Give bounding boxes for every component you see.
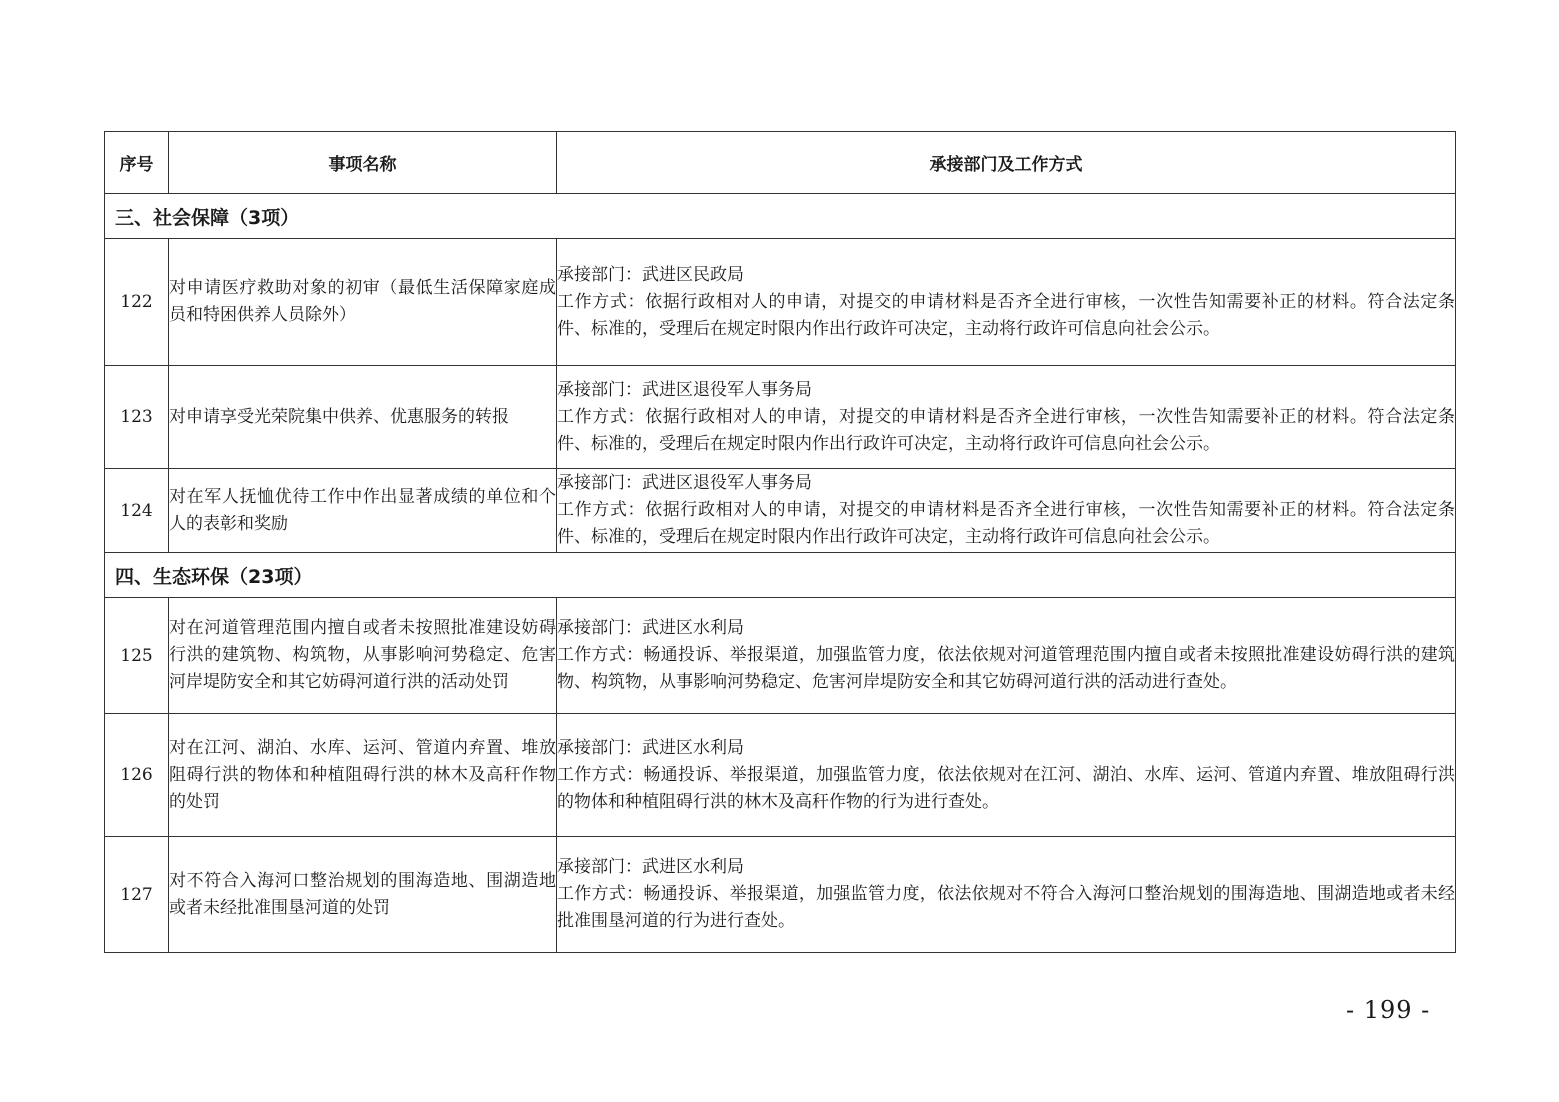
row-number: 124: [105, 469, 169, 553]
row-number: 123: [105, 366, 169, 469]
items-table: [104, 131, 1456, 953]
table-header-row: [105, 132, 1456, 194]
row-dept: 承接部门：武进区水利局: [557, 737, 744, 758]
table-row: [105, 469, 1456, 553]
row-dept: 承接部门：武进区水利局: [557, 857, 744, 877]
row-item-name: 对不符合入海河口整治规划的围海造地、围湖造地或者未经批准围垦河道的处罚: [169, 837, 557, 953]
section-row: [105, 553, 1456, 598]
row-dept: 承接部门：武进区民政局: [557, 264, 744, 285]
header-item-name: 事项名称: [169, 132, 557, 194]
row-dept-method: [557, 598, 1456, 714]
row-number: 125: [105, 598, 169, 714]
row-dept: 承接部门：武进区退役军人事务局: [557, 379, 812, 400]
table-row: [105, 837, 1456, 953]
section-row: [105, 194, 1456, 239]
row-method: 工作方式：依据行政相对人的申请，对提交的申请材料是否齐全进行审核，一次性告知需要补正的材料。符合法定条件、标准的，受理后在规定时限内作出行政许可决定，主动将行政许可信息向社会公示。: [557, 291, 1455, 339]
section-title: 三、社会保障（3项）: [105, 194, 1456, 239]
row-number: 122: [105, 239, 169, 366]
row-method: 工作方式：依据行政相对人的申请，对提交的申请材料是否齐全进行审核，一次性告知需要补正的材料。符合法定条件、标准的，受理后在规定时限内作出行政许可决定，主动将行政许可信息向社会公示。: [557, 500, 1455, 547]
row-method: 工作方式：依据行政相对人的申请，对提交的申请材料是否齐全进行审核，一次性告知需要补正的材料。符合法定条件、标准的，受理后在规定时限内作出行政许可决定，主动将行政许可信息向社会公示。: [557, 406, 1455, 454]
table-row: [105, 366, 1456, 469]
row-item-name: 对在江河、湖泊、水库、运河、管道内弃置、堆放阻碍行洪的物体和种植阻碍行洪的林木及高秆作物的处罚: [169, 714, 557, 837]
row-method: 工作方式：畅通投诉、举报渠道，加强监管力度，依法依规对不符合入海河口整治规划的围海造地、围湖造地或者未经批准围垦河道的行为进行查处。: [557, 884, 1455, 931]
row-dept: 承接部门：武进区水利局: [557, 618, 744, 638]
row-dept-method: [557, 239, 1456, 366]
header-dept-method: 承接部门及工作方式: [557, 132, 1456, 194]
row-method: 工作方式：畅通投诉、举报渠道，加强监管力度，依法依规对在江河、湖泊、水库、运河、管道内弃置、堆放阻碍行洪的物体和种植阻碍行洪的林木及高秆作物的行为进行查处。: [557, 764, 1455, 812]
row-item-name: 对申请医疗救助对象的初审（最低生活保障家庭成员和特困供养人员除外）: [169, 239, 557, 366]
table-row: [105, 239, 1456, 366]
row-dept-method: [557, 714, 1456, 837]
row-dept-method: [557, 837, 1456, 953]
section-title: 四、生态环保（23项）: [105, 553, 1456, 598]
row-item-name: 对在河道管理范围内擅自或者未按照批准建设妨碍行洪的建筑物、构筑物，从事影响河势稳定、危害河岸堤防安全和其它妨碍河道行洪的活动处罚: [169, 598, 557, 714]
row-dept-method: [557, 366, 1456, 469]
row-method: 工作方式：畅通投诉、举报渠道，加强监管力度，依法依规对河道管理范围内擅自或者未按照批准建设妨碍行洪的建筑物、构筑物，从事影响河势稳定、危害河岸堤防安全和其它妨碍河道行洪的活动进行查处。: [557, 645, 1455, 692]
row-number: 126: [105, 714, 169, 837]
row-item-name: 对在军人抚恤优待工作中作出显著成绩的单位和个人的表彰和奖励: [169, 469, 557, 553]
row-item-name: 对申请享受光荣院集中供养、优惠服务的转报: [169, 366, 557, 469]
row-dept-method: [557, 469, 1456, 553]
table-row: [105, 714, 1456, 837]
row-dept: 承接部门：武进区退役军人事务局: [557, 473, 812, 493]
page-number: - 199 -: [1346, 996, 1431, 1024]
header-seq: 序号: [105, 132, 169, 194]
table-row: [105, 598, 1456, 714]
row-number: 127: [105, 837, 169, 953]
